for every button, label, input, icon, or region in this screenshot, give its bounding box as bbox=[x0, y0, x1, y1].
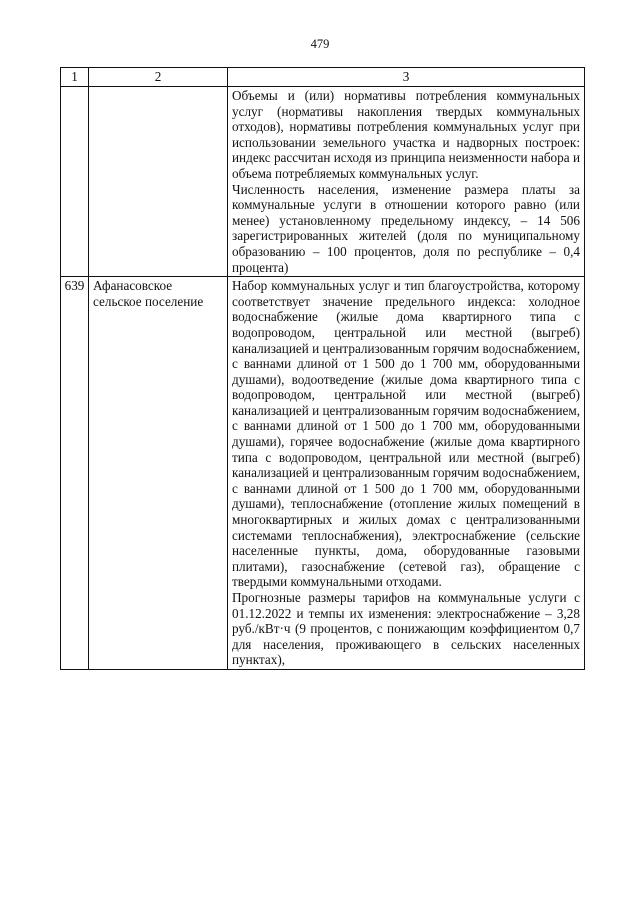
description-cell bbox=[228, 87, 585, 277]
row-number-cell bbox=[61, 87, 89, 277]
municipality-name-cell bbox=[89, 87, 228, 277]
column-header-3: 3 bbox=[228, 68, 585, 87]
description-paragraph: Прогнозные размеры тарифов на коммунальные услуги с 01.12.2022 и темпы их изменения: электроснабжение – 3,28 руб./кВт·ч (9 процентов, с понижающим коэффициентом 0,7 для населения, проживающего в сельских населенных пунктах), bbox=[232, 590, 580, 668]
description-paragraph: Объемы и (или) нормативы потребления коммунальных услуг (нормативы накопления твердых коммунальных отходов), нормативы потребления коммунальных услуг при использовании земельного участка и надворных построек: индекс рассчитан исходя из принципа неизменности набора и объема потребляемых коммунальных услуг. bbox=[232, 88, 580, 181]
table-row-639 bbox=[61, 277, 585, 670]
description-cell bbox=[228, 277, 585, 670]
column-header-1: 1 bbox=[61, 68, 89, 87]
table-row-continuation bbox=[61, 87, 585, 277]
municipality-name-cell: Афанасовское сельское поселение bbox=[89, 277, 228, 670]
column-header-2: 2 bbox=[89, 68, 228, 87]
row-number-cell: 639 bbox=[61, 277, 89, 670]
page-number: 479 bbox=[310, 37, 330, 51]
document-table bbox=[60, 67, 585, 670]
description-paragraph: Численность населения, изменение размера платы за коммунальные услуги в отношении которого равно (или менее) установленному предельному индексу, – 14 506 зарегистрированных жителей (доля по муниципальному образованию – 100 процентов, доля по республике – 0,4 процента) bbox=[232, 181, 580, 275]
table-header-row bbox=[61, 68, 585, 87]
description-paragraph: Набор коммунальных услуг и тип благоустройства, которому соответствует значение предельного индекса: холодное водоснабжение (жилые дома квартирного типа с водопроводом, центральной или местной (выгреб) канализацией и централизованным горячим водоснабжением, с ваннами длиной от 1 500 до 1 700 мм, оборудованными душами), водоотведение (жилые дома квартирного типа с водопроводом, центральной или местной (выгреб) канализацией и централизованным горячим водоснабжением, с ваннами длиной от 1 500 до 1 700 мм, оборудованными душами), горячее водоснабжение (жилые дома квартирного типа с водопроводом, центральной или местной (выгреб) канализацией и централизованным горячим водоснабжением, с ваннами длиной от 1 500 до 1 700 мм, оборудованными душами), теплоснабжение (отопление жилых помещений в многоквартирных и жилых домах с централизованными системами теплоснабжения), электроснабжение (сельские населенные пункты, дома, оборудованные газовыми плитами), газоснабжение (сетевой газ), обращение с твердыми коммунальными отходами. bbox=[232, 278, 580, 590]
